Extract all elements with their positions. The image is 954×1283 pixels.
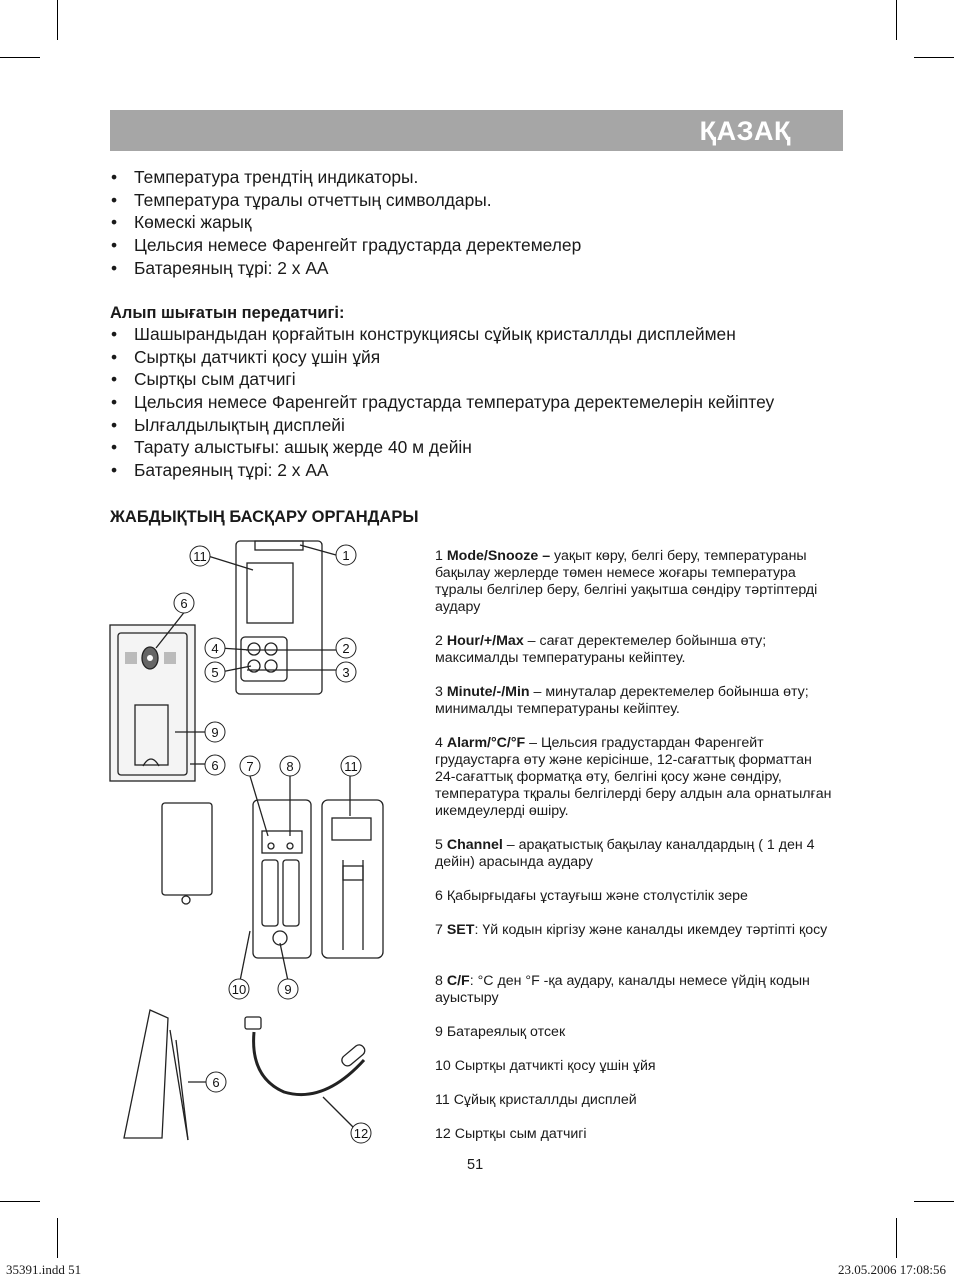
callout-label: 11: [344, 759, 358, 774]
control-description: уақыт көру, белгі беру, температураны бақылау жерлерде төмен немесе жоғары температура тұралы белгілер беру, белгіні уақытша сөндіру тәртіптерді аудару: [435, 548, 818, 615]
control-name: Alarm/°C/°F: [446, 735, 526, 751]
control-number: 8: [435, 973, 443, 989]
list-item: • Шашырандыдан қорғайтын конструкциясы сұйық кристаллды дисплеймен: [110, 323, 774, 346]
callout-label: 5: [211, 665, 219, 680]
callout-label: 6: [180, 596, 188, 611]
crop-mark: [0, 57, 40, 58]
crop-mark: [0, 1201, 40, 1202]
control-item: [435, 548, 835, 616]
crop-mark: [896, 0, 897, 40]
control-item: [435, 1024, 835, 1041]
control-item: [435, 633, 835, 667]
list-item: • Температура трендтің индикаторы.: [110, 166, 581, 189]
crop-mark: [57, 1218, 58, 1258]
control-name: Minute/-/Min: [446, 684, 530, 700]
control-item: [435, 837, 835, 871]
control-item: [435, 735, 835, 820]
control-number: 1: [435, 548, 443, 564]
battery-cover: [162, 803, 212, 895]
control-name: C/F: [446, 973, 470, 989]
control-number: 11: [435, 1092, 450, 1108]
callout-label: 4: [211, 641, 219, 656]
control-item: [435, 1092, 835, 1109]
crop-mark: [914, 1201, 954, 1202]
control-name: Hour/+/Max: [446, 633, 524, 649]
callout-label: 6: [212, 1075, 220, 1090]
footer-timestamp: 23.05.2006 17:08:56: [838, 1262, 946, 1277]
controls-heading: ЖАБДЫҚТЫҢ БАСҚАРУ ОРГАНДАРЫ: [110, 508, 419, 526]
callout-label: 12: [353, 1126, 369, 1141]
page-number: 51: [467, 1157, 484, 1173]
control-description: : Үй кодын кіргізу және каналды икемдеу тәртіпті қосу: [474, 922, 828, 938]
callout-label: 8: [286, 759, 294, 774]
control-item: [435, 922, 835, 939]
device-diagram: [100, 535, 420, 1150]
control-name: Channel: [446, 837, 503, 853]
control-item: [435, 973, 835, 1007]
transmitter-front: [322, 800, 383, 958]
list-item: • Сыртқы сым датчигі: [110, 368, 774, 391]
callout-label: 10: [231, 982, 247, 997]
control-number: 10: [435, 1058, 451, 1074]
language-header-bar: [110, 110, 843, 151]
list-item: • Батареяның тұрі: 2 х АА: [110, 459, 774, 482]
receiver-feature-list: [110, 166, 581, 279]
control-description: – минуталар деректемелер бойынша өту; минималды температураны кейіптеу.: [435, 684, 809, 717]
control-description: – Цельсия градустардан Фаренгейт грудаустарға өту және керісінше, 12-сағаттық форматтан 24-сағаттық форматқа өту, белгіні қосу және сөндіру, температура тқралы белгілерді беру алдын ала орнатылған икемдеулерді өшіру.: [435, 735, 832, 819]
callout-label: 6: [211, 758, 219, 773]
control-number: 12: [435, 1126, 451, 1142]
receiver-side-view: [124, 1010, 168, 1138]
control-item: [435, 684, 835, 718]
crop-mark: [914, 57, 954, 58]
control-description: – сағат деректемелер бойынша өту; максималды температураны кейіптеу.: [435, 633, 767, 666]
control-number: 9: [435, 1024, 443, 1040]
list-item: • Көмескі жарық: [110, 211, 581, 234]
control-item: [435, 888, 835, 905]
transmitter-feature-list: [110, 323, 774, 482]
control-description: Сыртқы датчикті қосу ұшін ұйя: [454, 1058, 656, 1074]
control-number: 5: [435, 837, 443, 853]
list-item: • Сыртқы датчикті қосу ұшін ұйя: [110, 346, 774, 369]
control-description: : °С ден °F -қа аудару, каналды немесе үйдің кодын ауыстыру: [435, 973, 810, 1006]
control-number: 7: [435, 922, 443, 938]
callout-label: 9: [211, 725, 219, 740]
callout-label: 2: [342, 641, 350, 656]
receiver-body: [236, 541, 322, 694]
control-item: [435, 1058, 835, 1075]
footer-file-info: 35391.indd 51: [6, 1262, 82, 1277]
control-name: Mode/Snooze –: [446, 548, 551, 564]
list-item: • Ылғалдылықтың дисплейі: [110, 414, 774, 437]
transmitter-heading: Алып шығатын передатчигі:: [110, 304, 345, 322]
control-number: 6: [435, 888, 443, 904]
control-item: [435, 1126, 835, 1143]
control-description: Батареялық отсек: [446, 1024, 566, 1040]
list-item: • Цельсия немесе Фаренгейт градустарда деректемелер: [110, 234, 581, 257]
control-description: – арақатыстық бақылау каналдардың ( 1 ден 4 дейін) арасында аудару: [435, 837, 815, 870]
control-name: SET: [446, 922, 475, 938]
language-title: ҚАЗАҚ: [699, 116, 791, 146]
wire-sensor: [254, 1032, 364, 1095]
callout-label: 3: [342, 665, 350, 680]
receiver-lcd: [247, 563, 293, 623]
control-number: 3: [435, 684, 443, 700]
control-description: Сұйық кристаллды дисплей: [453, 1092, 637, 1108]
control-description: Сыртқы сым датчигі: [454, 1126, 587, 1142]
list-item: • Температура тұралы отчеттың символдары.: [110, 189, 581, 212]
list-item: • Тарату алыстығы: ашық жерде 40 м дейін: [110, 436, 774, 459]
control-number: 2: [435, 633, 443, 649]
callout-label: 11: [193, 549, 207, 564]
crop-mark: [896, 1218, 897, 1258]
control-description: Қабырғыдағы ұстауғыш және столүстілік зере: [446, 888, 748, 904]
crop-mark: [57, 0, 58, 40]
list-item: • Цельсия немесе Фаренгейт градустарда температура деректемелерін кейіптеу: [110, 391, 774, 414]
callout-label: 1: [342, 548, 350, 563]
list-item: • Батареяның тұрі: 2 х АА: [110, 257, 581, 280]
callout-label: 7: [246, 759, 254, 774]
callout-label: 9: [284, 982, 292, 997]
control-number: 4: [435, 735, 443, 751]
